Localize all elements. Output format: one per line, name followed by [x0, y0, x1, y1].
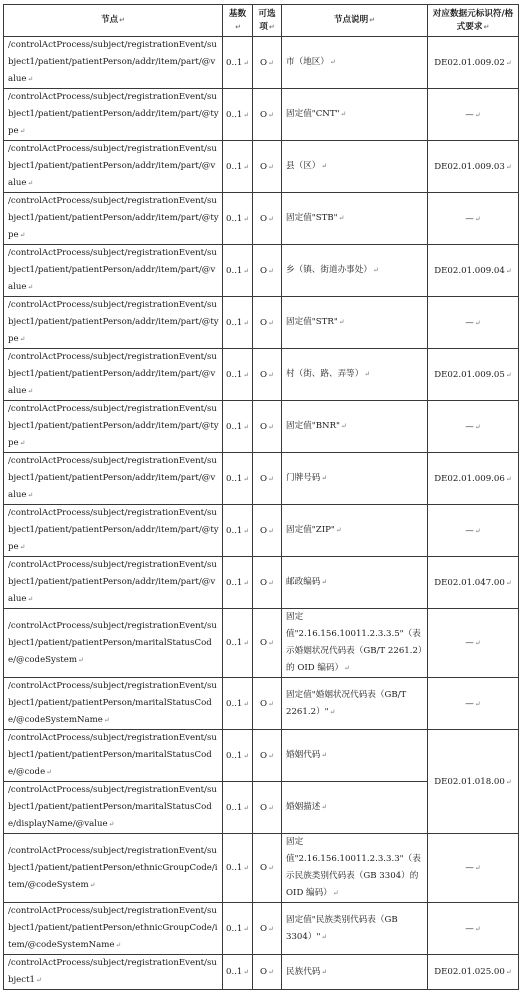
node-path: /controlActProcess/subject/registrationEvent/subject1/patient/patientPerson/addr/item/part/@type↵: [4, 401, 223, 453]
data-element-cell: DE02.01.009.05↵: [428, 349, 519, 401]
header-node: 节点↵: [4, 5, 223, 37]
table-row: [4, 37, 519, 89]
optional-cell: O↵: [253, 609, 282, 678]
data-element-cell: DE02.01.047.00↵: [428, 557, 519, 609]
table-row: [4, 89, 519, 141]
header-optional: 可选项↵: [253, 5, 282, 37]
description-cell: 固定值"2.16.156.10011.2.3.3.5"（表示婚姻状况代码表（GB/T 2261.2）的 OID 编码）↵: [282, 609, 428, 678]
node-path: /controlActProcess/subject/registrationEvent/subject1/patient/patientPerson/addr/item/part/@value↵: [4, 557, 223, 609]
cardinality-cell: 0..1↵: [223, 193, 253, 245]
node-path: /controlActProcess/subject/registrationEvent/subject1/patient/patientPerson/maritalStatusCode/@code↵: [4, 730, 223, 782]
node-path: /controlActProcess/subject/registrationEvent/subject1/patient/patientPerson/addr/item/part/@type↵: [4, 193, 223, 245]
data-element-cell: —↵: [428, 193, 519, 245]
data-element-cell: DE02.01.009.04↵: [428, 245, 519, 297]
table-row: [4, 557, 519, 609]
optional-cell: O↵: [253, 193, 282, 245]
node-path: /controlActProcess/subject/registrationEvent/subject1/patient/patientPerson/addr/item/part/@value↵: [4, 141, 223, 193]
cardinality-cell: 0..1↵: [223, 782, 253, 834]
data-element-cell: —↵: [428, 903, 519, 955]
description-cell: 县（区）↵: [282, 141, 428, 193]
cardinality-cell: 0..1↵: [223, 955, 253, 990]
table-row: [4, 505, 519, 557]
cardinality-cell: 0..1↵: [223, 245, 253, 297]
data-element-cell: —↵: [428, 678, 519, 730]
node-path: /controlActProcess/subject/registrationEvent/subject1/patient/patientPerson/maritalStatusCode/displayName/@value↵: [4, 782, 223, 834]
optional-cell: O↵: [253, 453, 282, 505]
description-cell: 固定值"STR"↵: [282, 297, 428, 349]
table-row: [4, 245, 519, 297]
data-element-cell: DE02.01.009.06↵: [428, 453, 519, 505]
cardinality-cell: 0..1↵: [223, 89, 253, 141]
table-row: [4, 834, 519, 903]
optional-cell: O↵: [253, 37, 282, 89]
cardinality-cell: 0..1↵: [223, 557, 253, 609]
optional-cell: O↵: [253, 955, 282, 990]
node-path: /controlActProcess/subject/registrationEvent/subject1/patient/patientPerson/addr/item/part/@type↵: [4, 297, 223, 349]
description-cell: 乡（镇、街道办事处）↵: [282, 245, 428, 297]
node-path: /controlActProcess/subject/registrationEvent/subject1/patient/patientPerson/addr/item/part/@type↵: [4, 89, 223, 141]
cardinality-cell: 0..1↵: [223, 37, 253, 89]
table-row: [4, 730, 519, 782]
optional-cell: O↵: [253, 89, 282, 141]
optional-cell: O↵: [253, 141, 282, 193]
data-element-cell: DE02.01.009.03↵: [428, 141, 519, 193]
node-path: /controlActProcess/subject/registrationEvent/subject1/patient/patientPerson/ethnicGroupCode/item/@codeSystemName↵: [4, 903, 223, 955]
description-cell: 固定值"2.16.156.10011.2.3.3.3"（表示民族类别代码表（GB 3304）的 OID 编码）↵: [282, 834, 428, 903]
description-cell: 固定值"ZIP"↵: [282, 505, 428, 557]
optional-cell: O↵: [253, 834, 282, 903]
node-path: /controlActProcess/subject/registrationEvent/subject1/patient/patientPerson/addr/item/part/@value↵: [4, 245, 223, 297]
description-cell: 市（地区）↵: [282, 37, 428, 89]
cardinality-cell: 0..1↵: [223, 730, 253, 782]
cardinality-cell: 0..1↵: [223, 505, 253, 557]
table-row: [4, 401, 519, 453]
description-cell: 民族代码↵: [282, 955, 428, 990]
optional-cell: O↵: [253, 505, 282, 557]
cardinality-cell: 0..1↵: [223, 401, 253, 453]
optional-cell: O↵: [253, 903, 282, 955]
cardinality-cell: 0..1↵: [223, 609, 253, 678]
data-element-cell: —↵: [428, 834, 519, 903]
cardinality-cell: 0..1↵: [223, 349, 253, 401]
node-path: /controlActProcess/subject/registrationEvent/subject1/patient/patientPerson/addr/item/part/@value↵: [4, 453, 223, 505]
table-row: [4, 141, 519, 193]
optional-cell: O↵: [253, 730, 282, 782]
cardinality-cell: 0..1↵: [223, 678, 253, 730]
node-path: /controlActProcess/subject/registrationEvent/subject1/patient/patientPerson/maritalStatusCode/@codeSystemName↵: [4, 678, 223, 730]
optional-cell: O↵: [253, 782, 282, 834]
optional-cell: O↵: [253, 245, 282, 297]
node-path: /controlActProcess/subject/registrationEvent/subject1/patient/patientPerson/ethnicGroupCode/item/@codeSystem↵: [4, 834, 223, 903]
data-element-cell: DE02.01.009.02↵: [428, 37, 519, 89]
cardinality-cell: 0..1↵: [223, 297, 253, 349]
data-element-cell: —↵: [428, 297, 519, 349]
cardinality-cell: 0..1↵: [223, 453, 253, 505]
optional-cell: O↵: [253, 297, 282, 349]
description-cell: 邮政编码↵: [282, 557, 428, 609]
data-element-cell: —↵: [428, 401, 519, 453]
description-cell: 固定值"CNT"↵: [282, 89, 428, 141]
node-path: /controlActProcess/subject/registrationEvent/subject1↵: [4, 955, 223, 990]
description-cell: 村（街、路、弄等）↵: [282, 349, 428, 401]
optional-cell: O↵: [253, 557, 282, 609]
table-row: [4, 903, 519, 955]
optional-cell: O↵: [253, 349, 282, 401]
data-element-cell: DE02.01.025.00↵: [428, 955, 519, 990]
table-row: [4, 609, 519, 678]
optional-cell: O↵: [253, 678, 282, 730]
header-description: 节点说明↵: [282, 5, 428, 37]
data-element-cell: —↵: [428, 609, 519, 678]
description-cell: 婚姻描述↵: [282, 782, 428, 834]
node-path: /controlActProcess/subject/registrationEvent/subject1/patient/patientPerson/addr/item/part/@type↵: [4, 505, 223, 557]
table-row: [4, 297, 519, 349]
cardinality-cell: 0..1↵: [223, 903, 253, 955]
description-cell: 固定值"STB"↵: [282, 193, 428, 245]
table-row: [4, 955, 519, 990]
description-cell: 婚姻代码↵: [282, 730, 428, 782]
optional-cell: O↵: [253, 401, 282, 453]
node-path: /controlActProcess/subject/registrationEvent/subject1/patient/patientPerson/addr/item/part/@value↵: [4, 37, 223, 89]
schema-table: [3, 4, 519, 990]
table-row: [4, 193, 519, 245]
node-path: /controlActProcess/subject/registrationEvent/subject1/patient/patientPerson/maritalStatusCode/@codeSystem↵: [4, 609, 223, 678]
header-cardinality: 基数↵: [223, 5, 253, 37]
node-path: /controlActProcess/subject/registrationEvent/subject1/patient/patientPerson/addr/item/part/@value↵: [4, 349, 223, 401]
cardinality-cell: 0..1↵: [223, 141, 253, 193]
data-element-cell: —↵: [428, 505, 519, 557]
data-element-cell-merged: DE02.01.018.00↵: [428, 730, 519, 834]
description-cell: 固定值"婚姻状况代码表（GB/T 2261.2）"↵: [282, 678, 428, 730]
cardinality-cell: 0..1↵: [223, 834, 253, 903]
description-cell: 固定值"BNR"↵: [282, 401, 428, 453]
table-row: [4, 678, 519, 730]
header-row: [4, 5, 519, 37]
data-element-cell: —↵: [428, 89, 519, 141]
description-cell: 固定值"民族类别代码表（GB 3304）"↵: [282, 903, 428, 955]
header-data-element: 对应数据元标识符/格式要求↵: [428, 5, 519, 37]
table-row: [4, 349, 519, 401]
table-row: [4, 453, 519, 505]
description-cell: 门牌号码↵: [282, 453, 428, 505]
